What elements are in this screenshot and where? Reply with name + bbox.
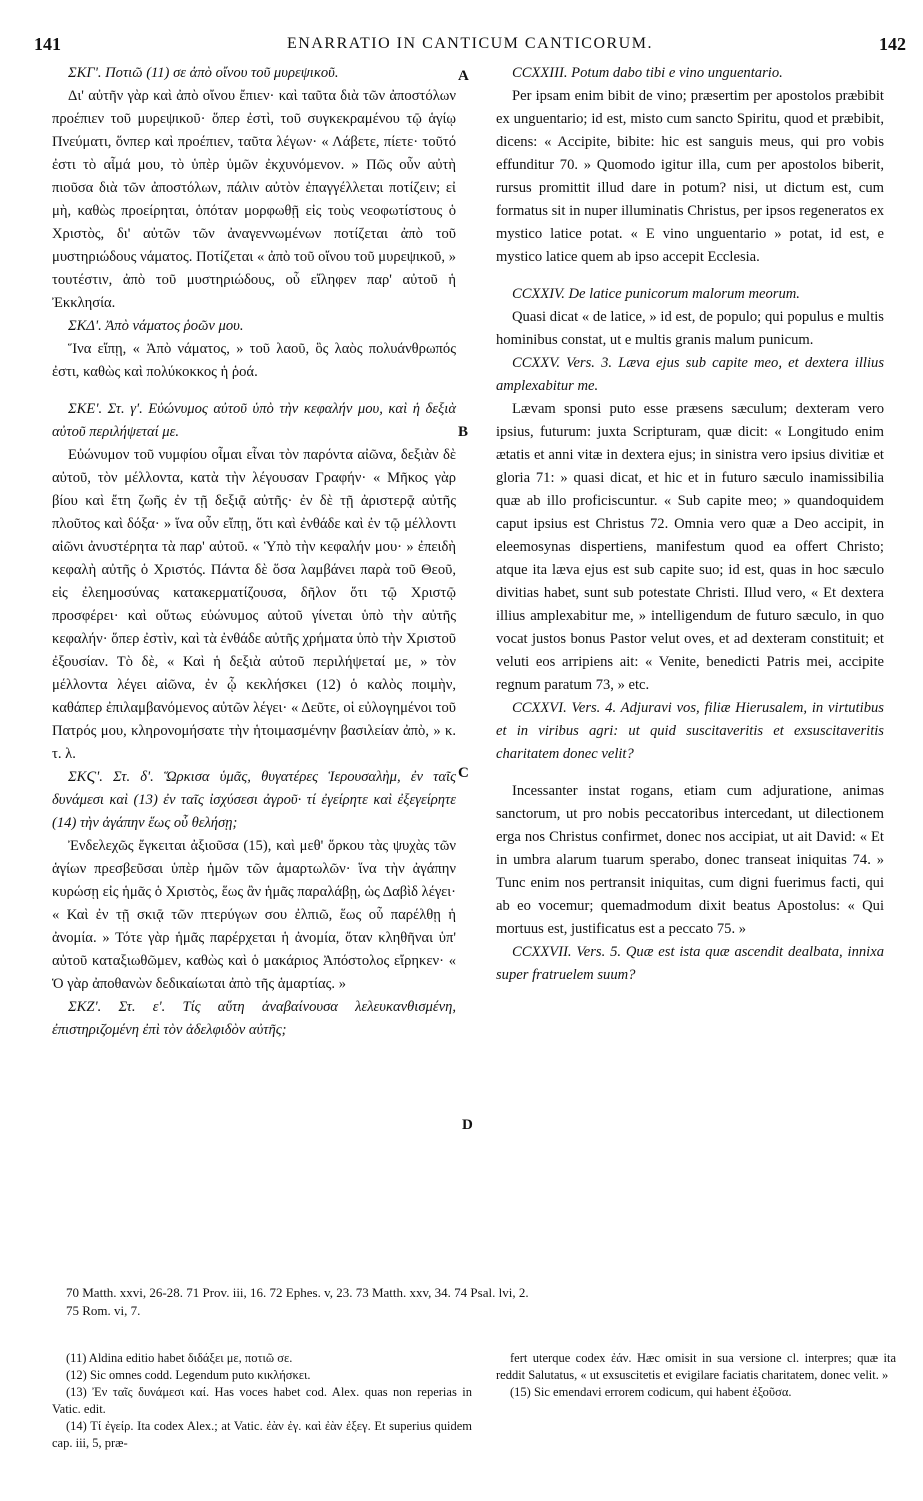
- margin-letter-a: A: [458, 68, 469, 84]
- greek-paragraph: Ἐνδελεχῶς ἔγκειται ἀξιοῦσα (15), καὶ μεθ' ὅρκου τὰς ψυχὰς τῶν ἁγίων πρεσβεῦσαι ὑπὲρ ἡμῶν τῶν ἁμαρτωλῶν· ἵνα τὴν ἀγάπην κυρώσῃ εἰς ἡμᾶς ὁ Χριστὸς, ἕως ἂν ἡμᾶς παραλάβῃ, ὡς Δαβὶδ λέγει· « Καὶ ἐν τῇ σκιᾷ τῶν πτερύγων σου ἐλπιῶ, ἕως οὗ παρέλθῃ ἡ ἀνομία. » Τότε γὰρ ἡμᾶς παρέρχεται ἡ ἀνομία, ὅταν κληθῆναι ὑπ' αὐτοῦ καταξιωθῶμεν, καθὼς καὶ ὁ μακάριος Ἀπόστολος εἴρηκεν· « Ὁ γὰρ ἀποθανὼν δεδικαίωται ἀπὸ τῆς ἁμαρτίας. »: [52, 838, 456, 992]
- latin-heading: CCXXVII. Vers. 5. Quæ est ista quæ ascendit dealbata, innixa super fratruelem suum?: [496, 944, 884, 983]
- page-number-left: 141: [34, 34, 61, 54]
- latin-paragraph: Per ipsam enim bibit de vino; præsertim per apostolos præbibit ex unguentario; id est, misto cum sancto Spiritu, quod et præbibit, dicens: « Accipite, bibite: hic est sanguis meus, qui pro vobis effunditur 70. » Quomodo igitur illa, cum per apostolos biberit, rursus promittit illud dare in potum? nisi, ut dictum est, cum formatus sit in nuper illuminatis Christus, per ipsos regeneratos ex mystico latice potat. « E vino unguentario » potat, id est, e mystico latice quem ab ipso accepit Ecclesia.: [496, 88, 884, 265]
- scripture-ref-paragraph: 75 Rom. vi, 7.: [66, 1303, 141, 1318]
- scripture-references: [52, 1284, 892, 1320]
- latin-heading: CCXXV. Vers. 3. Læva ejus sub capite meo, et dextera illius amplexabitur me.: [496, 355, 884, 394]
- greek-paragraph: Ἵνα εἴπῃ, « Ἀπὸ νάματος, » τοῦ λαοῦ, ὃς λαὸς πολυάνθρωπός ἐστι, καθὼς καὶ πολύκοκκος ἡ ῥοά.: [52, 341, 456, 380]
- latin-paragraph: Incessanter instat rogans, etiam cum adjuratione, animas sanctorum, ut pro nobis peccatoribus intercedant, ut dilectionem erga nos Christus confirmet, donec nos accipiat, ut ait David: « Et in umbra alarum tuarum sperabo, donec transeat iniquitas 74. » Tunc enim nos pertransit iniquitas, cum digni fuerimus facti, qui ab eo vocemur; quemadmodum dixit beatus Apostolus: « Qui mortuus est, justificatus est a peccato 75. »: [496, 783, 884, 937]
- latin-heading: CCXXIV. De latice punicorum malorum meorum.: [512, 286, 800, 302]
- latin-column: [496, 62, 884, 987]
- greek-heading: ΣΚΖ'. Στ. ε'. Τίς αὕτη ἀναβαίνουσα λελευκανθισμένη, ἐπιστηριζομένη ἐπὶ τὸν ἀδελφιδὸν αὐτῆς;: [52, 999, 456, 1038]
- critical-notes-left: [52, 1350, 472, 1452]
- margin-letter-c: C: [458, 765, 469, 781]
- running-header: [34, 34, 906, 58]
- greek-heading: ΣΚΕ'. Στ. γ'. Εὐώνυμος αὐτοῦ ὑπὸ τὴν κεφαλήν μου, καὶ ἡ δεξιὰ αὐτοῦ περιλήψεταί με.: [52, 401, 456, 440]
- page-number-right: 142: [879, 34, 906, 54]
- greek-heading: ΣΚΔ'. Ἀπὸ νάματος ῥοῶν μου.: [68, 318, 244, 334]
- critical-note-paragraph: (12) Sic omnes codd. Legendum puto κικλήσκει.: [66, 1368, 311, 1382]
- running-title: ENARRATIO IN CANTICUM CANTICORUM.: [287, 35, 653, 52]
- critical-notes-right: [496, 1350, 896, 1401]
- greek-heading: ΣΚϚ'. Στ. δ'. Ὥρκισα ὑμᾶς, θυγατέρες Ἱερουσαλὴμ, ἐν ταῖς δυνάμεσι καὶ (13) ἐν ταῖς ἰσχύσεσι ἀγροῦ· τί ἐγείρητε καὶ ἐξεγείρητε (14) τὴν ἀγάπην ἕως οὗ θελήσῃ;: [52, 769, 456, 831]
- latin-paragraph: Quasi dicat « de latice, » id est, de populo; qui populus e multis hominibus constat, ut e multis granis malum punicum.: [496, 309, 884, 348]
- latin-paragraph: Lævam sponsi puto esse præsens sæculum; dexteram vero ipsius, futurum: juxta Scripturam, quæ dicit: « Longitudo enim ætatis et anni vitæ in dextera ejus; in sinistra vero ipsius divitiæ et gloria 71: » quasi dicat, et hic et in futuro sæculo inamissibilia quæ ab illo proficiscuntur. « Sub capite meo; » quandoquidem caput ipsius est Christus 72. Omnia vero quæ a Deo accipit, in eleemosynas dispertiens, manifestum quod ea offert Christo; atque ita læva ejus est sub capite suo; id est, quas in hoc sæculo divitias habet, sunt sub potestate Christi. Illud vero, « Et dextera illius amplexabitur me, » intelligendum de futuro sæculo, in quo vocat justos bonus Pastor velut oves, et ad dexteram constituit; et veluti eos arripiens ait: « Venite, benedicti Patris mei, accipite regnum paratum 73, » etc.: [496, 401, 884, 693]
- critical-note-paragraph: (14) Τί ἐγείρ. Ita codex Alex.; at Vatic. ἐὰν ἐγ. καὶ ἐὰν ἐξεγ. Et superius quidem cap. iii, 5, præ-: [52, 1419, 472, 1450]
- greek-heading: ΣΚΓ'. Ποτιῶ (11) σε ἀπὸ οἴνου τοῦ μυρεψικοῦ.: [68, 65, 339, 81]
- greek-column: [52, 62, 456, 1042]
- scripture-ref-paragraph: 70 Matth. xxvi, 26-28. 71 Prov. iii, 16. 72 Ephes. v, 23. 73 Matth. xxv, 34. 74 Psal. lvi, 2.: [66, 1285, 529, 1300]
- critical-note-paragraph: (11) Aldina editio habet διδάξει με, ποτιῶ σε.: [66, 1351, 293, 1365]
- margin-letter-b: B: [458, 424, 469, 440]
- critical-note-paragraph: (15) Sic emendavi errorem codicum, qui habent ἐξοῦσα.: [510, 1385, 792, 1399]
- margin-letter-d: D: [462, 1117, 473, 1133]
- latin-heading: CCXXIII. Potum dabo tibi e vino unguentario.: [512, 65, 783, 81]
- critical-note-paragraph: fert uterque codex ἐάν. Hæc omisit in sua versione cl. interpres; quæ ita reddit Salutatus, « ut exsuscitetis et evigilare faciatis charitatem, donec velit. »: [496, 1351, 896, 1382]
- greek-paragraph: Δι' αὐτῆν γὰρ καὶ ἀπὸ οἴνου ἔπιεν· καὶ ταῦτα διὰ τῶν ἀποστόλων προέπιεν τοῦ μυρεψικοῦ· ὅπερ ἐστὶ, τοῦ συγκεκραμένου τῷ ἁγίῳ Πνεύματι, ὅνπερ καὶ προέπιεν, ταῦτα λέγων· « Λάβετε, πίετε· τοῦτό ἐστι τὸ αἷμά μου, τὸ ὑπὲρ ὑμῶν ἐκχυνόμενον. » Πῶς οὖν αὐτὴ πιοῦσα διὰ τῶν ἀποστόλων, πάλιν αὐτὸν ἐπαγγέλλεται ποτίζειν; εἰ μὴ, καθὼς προείρηται, ὁπόταν μορφωθῇ εἰς τοὺς νεοφωτίστους ὁ Χριστὸς, δι' αὐτῶν τῶν ἀναγεννωμένων ποτίζεται ἀπὸ τοῦ μυστηριώδους νάματος. Ποτίζεται « ἀπὸ τοῦ οἴνου τοῦ μυρεψικοῦ, » τουτέστιν, ἀπὸ τοῦ μυστηριώδους, οὗ εἴληφεν παρ' αὐτοῦ ἡ Ἐκκλησία.: [52, 88, 456, 311]
- greek-paragraph: Εὐώνυμον τοῦ νυμφίου οἶμαι εἶναι τὸν παρόντα αἰῶνα, δεξιὰν δὲ αὐτοῦ, τὸν μέλλοντα, κατὰ τὴν λέγουσαν Γραφήν· « Μῆκος γὰρ βίου καὶ ἔτη ζωῆς ἐν τῇ δεξιᾷ αὐτῆς· ἐν δὲ τῇ ἀριστερᾷ αὐτῆς πλοῦτος καὶ δόξα· » ἵνα οὖν εἴπῃ, ὅτι καὶ ἐνθάδε καὶ ἐν τῷ μέλλοντι αἰῶνι ἀνυστέρητα τὰ παρ' αὐτοῦ. « Ὑπὸ τὴν κεφαλήν μου· » ἐπειδὴ κεφαλὴ αὐτῆς ὁ Χριστός. Πάντα δὲ ὅσα λαμβάνει παρὰ τοῦ Θεοῦ, εἰς ἐλεημοσύνας κατακερματίζουσα, δῆλον ὅτι τῷ Χριστῷ προσφέρει· καὶ οὕτως εὐώνυμος αὐτοῦ γίνεται ὑπὸ τὴν αὐτῆς κεφαλήν· ὅπερ ἐστὶν, καὶ τὰ ἐνθάδε αὐτῆς χρήματα ὑπὸ τὴν Χριστοῦ ἐξουσίαν. Τὸ δὲ, « Καὶ ἡ δεξιὰ αὐτοῦ περιλήψεταί με, » τὸν μέλλοντα λέγει αἰῶνα, ἐν ᾧ κεκλήσκει (12) ὁ καλὸς ποιμὴν, καθάπερ ἐπιλαμβανόμενος αὐτῶν λέγει· « Δεῦτε, οἱ εὐλογημένοι τοῦ Πατρός μου, κληρονομήσατε τὴν ἡτοιμασμένην βασιλείαν ἀπὸ, » κ. τ. λ.: [52, 447, 456, 762]
- latin-heading: CCXXVI. Vers. 4. Adjuravi vos, filiæ Hierusalem, in virtutibus et in viribus agri: ut quid suscitaveritis et exsuscitaveritis charitatem donec velit?: [496, 700, 884, 762]
- critical-note-paragraph: (13) Ἐν ταῖς δυνάμεσι καί. Has voces habet cod. Alex. quas non reperias in Vatic. edit.: [52, 1385, 472, 1416]
